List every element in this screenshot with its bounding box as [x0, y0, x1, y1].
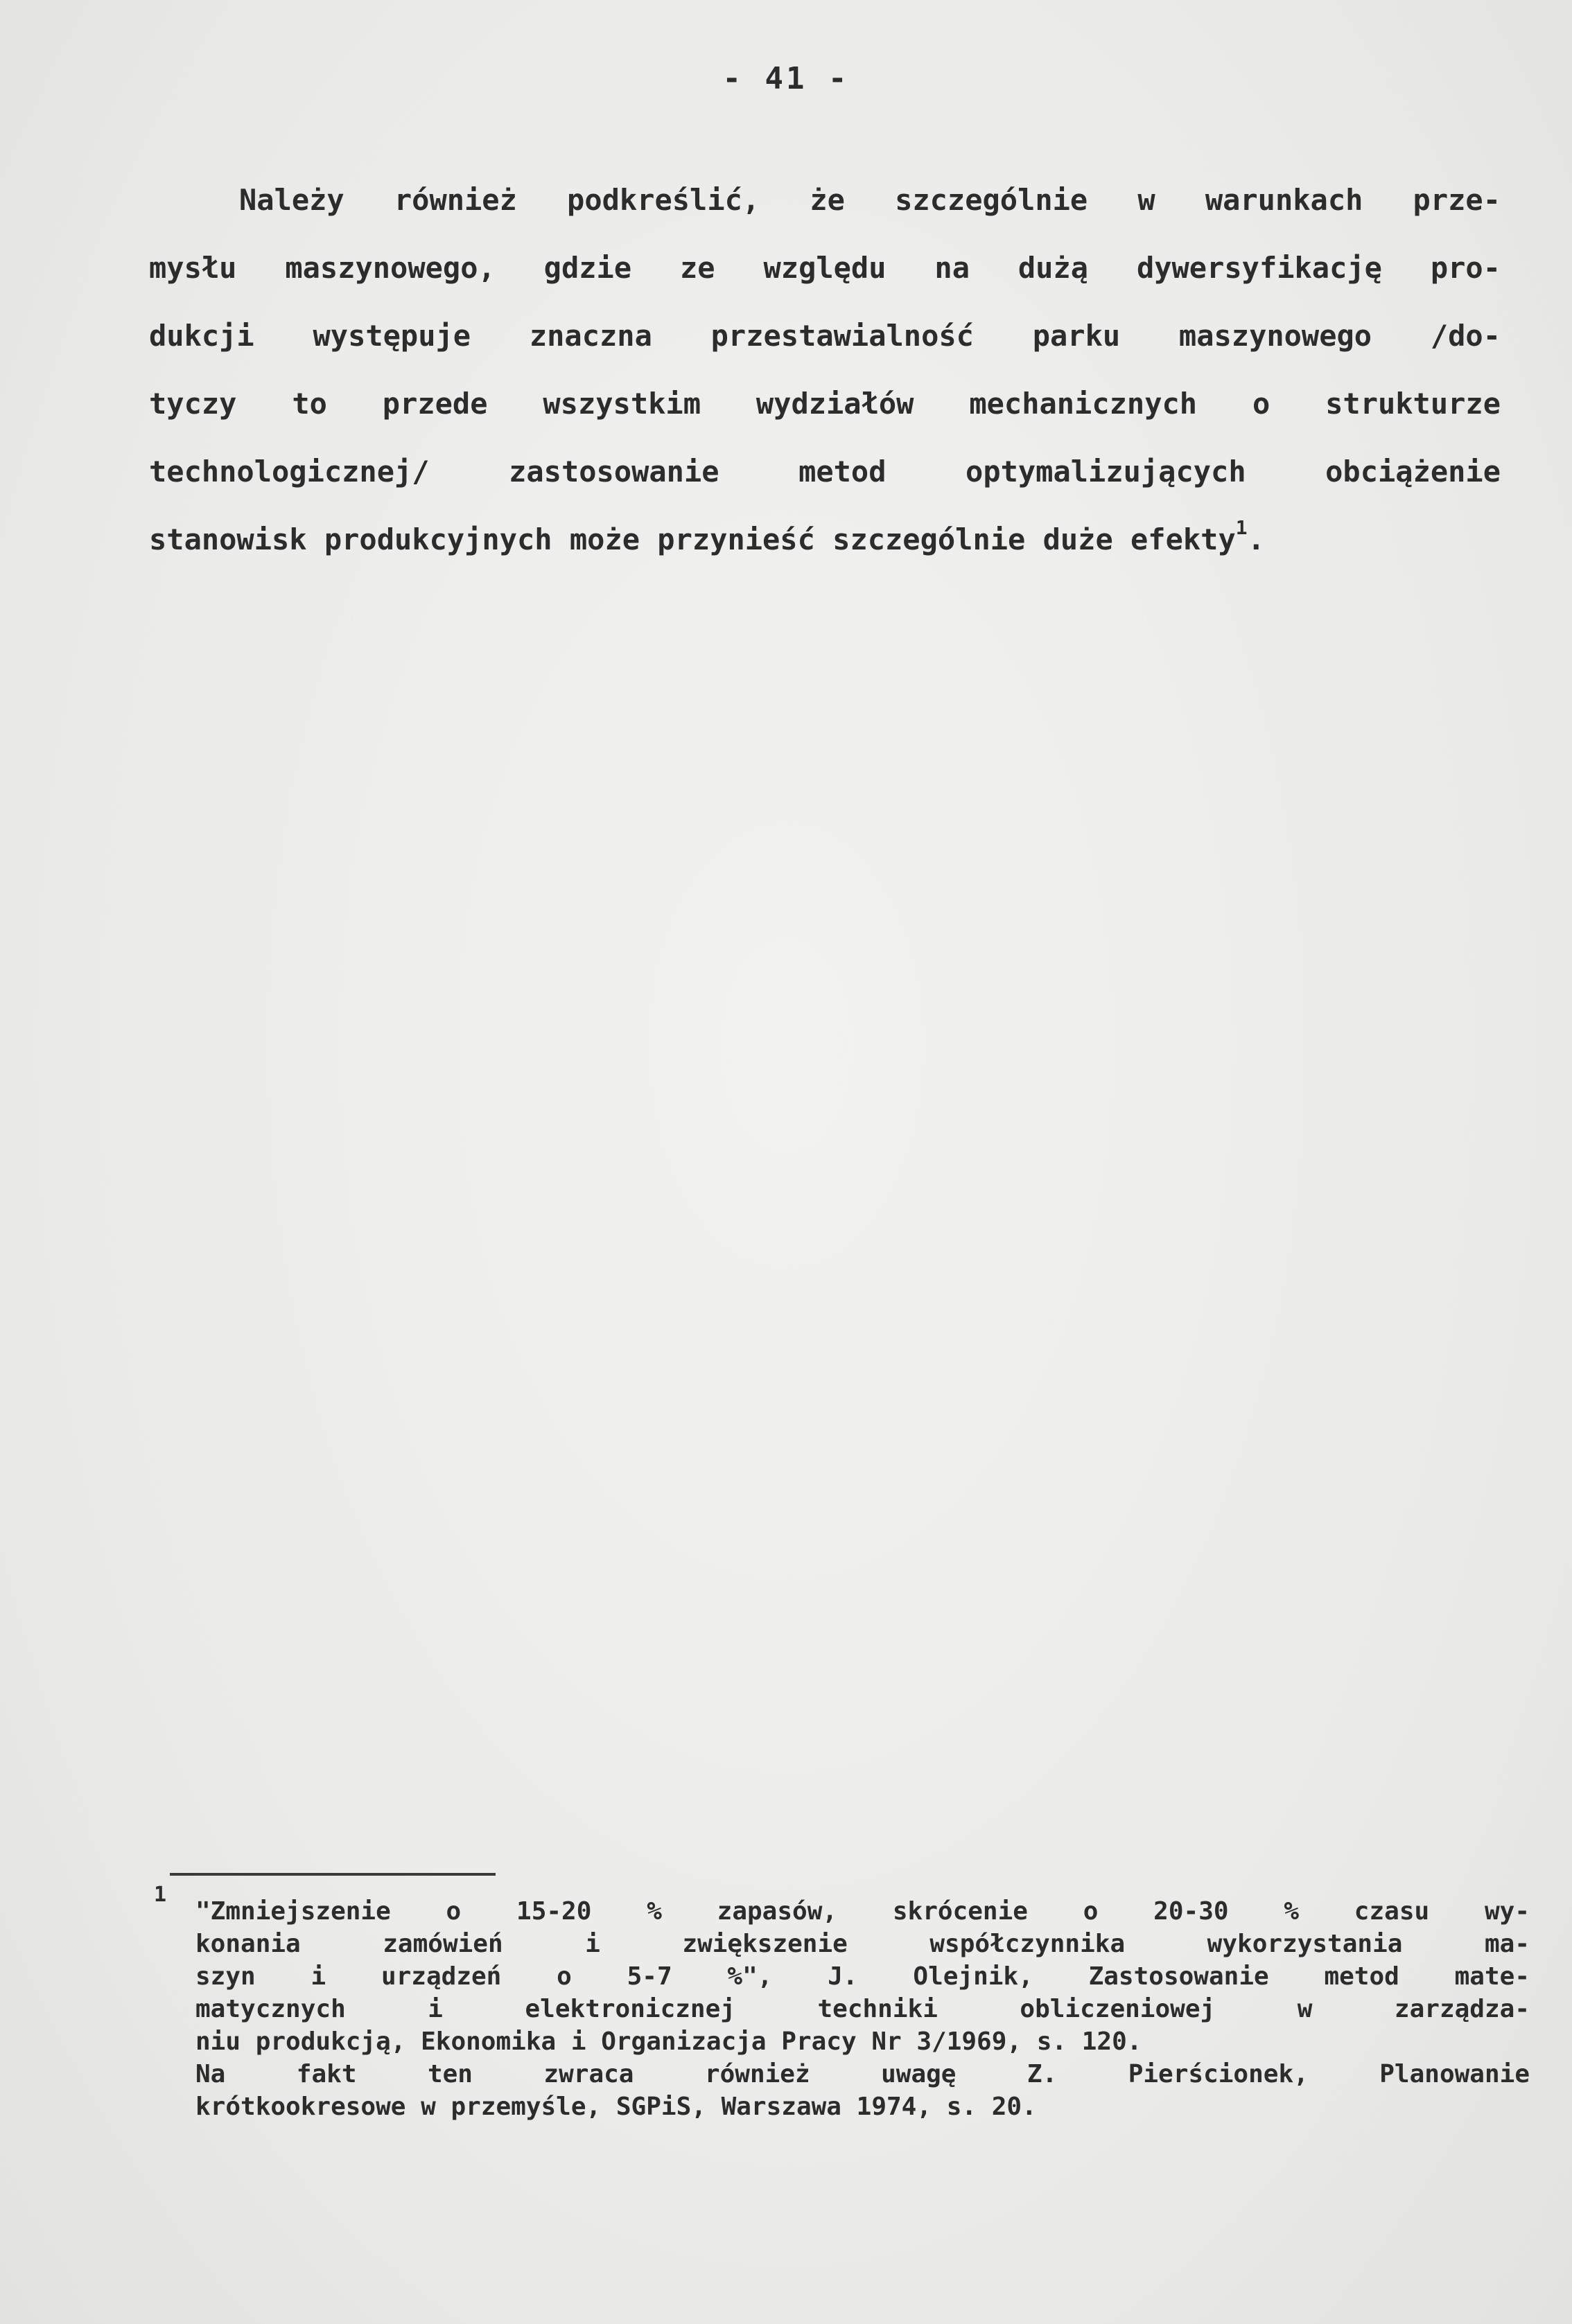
paragraph-end-punct: .: [1247, 522, 1265, 556]
page-number: - 41 -: [722, 61, 850, 96]
paragraph-line: mysłu maszynowego, gdzie ze względu na dużą dywersyfikację pro-: [149, 251, 1501, 285]
paragraph-line-text: stanowisk produkcyjnych może przynieść szczególnie duże efekty: [149, 522, 1236, 556]
footnote-line: krótkookresowe w przemyśle, SGPiS, Warszawa 1974, s. 20.: [195, 2093, 1037, 2121]
footnote-line: szyn i urządzeń o 5-7 %", J. Olejnik, Zastosowanie metod mate-: [195, 1962, 1530, 1991]
footnote-separator: [170, 1873, 496, 1876]
footnote-line: matycznych i elektronicznej techniki obliczeniowej w zarządza-: [195, 1995, 1530, 2023]
paragraph-line: technologicznej/ zastosowanie metod optymalizujących obciążenie: [149, 455, 1501, 488]
footnote-line: "Zmniejszenie o 15-20 % zapasów, skrócenie o 20-30 % czasu wy-: [195, 1897, 1530, 1926]
paragraph-line: tyczy to przede wszystkim wydziałów mechanicznych o strukturze: [149, 387, 1501, 421]
paragraph-line: dukcji występuje znaczna przestawialność parku maszynowego /do-: [149, 319, 1501, 353]
paragraph-last-line: [149, 506, 1501, 574]
footnote-line: Na fakt ten zwraca również uwagę Z. Pierścionek, Planowanie: [195, 2060, 1530, 2088]
footnote-number: 1: [154, 1883, 167, 1907]
footnote-text: [195, 1895, 1530, 2123]
footnote-line: niu produkcją, Ekonomika i Organizacja Pracy Nr 3/1969, s. 120.: [195, 2027, 1142, 2056]
paragraph-line: Należy również podkreślić, że szczególnie w warunkach prze-: [239, 183, 1501, 217]
footnote-reference[interactable]: 1: [1235, 516, 1248, 539]
main-paragraph: [149, 166, 1501, 574]
footnote-line: konania zamówień i zwiększenie współczynnika wykorzystania ma-: [195, 1930, 1530, 1958]
